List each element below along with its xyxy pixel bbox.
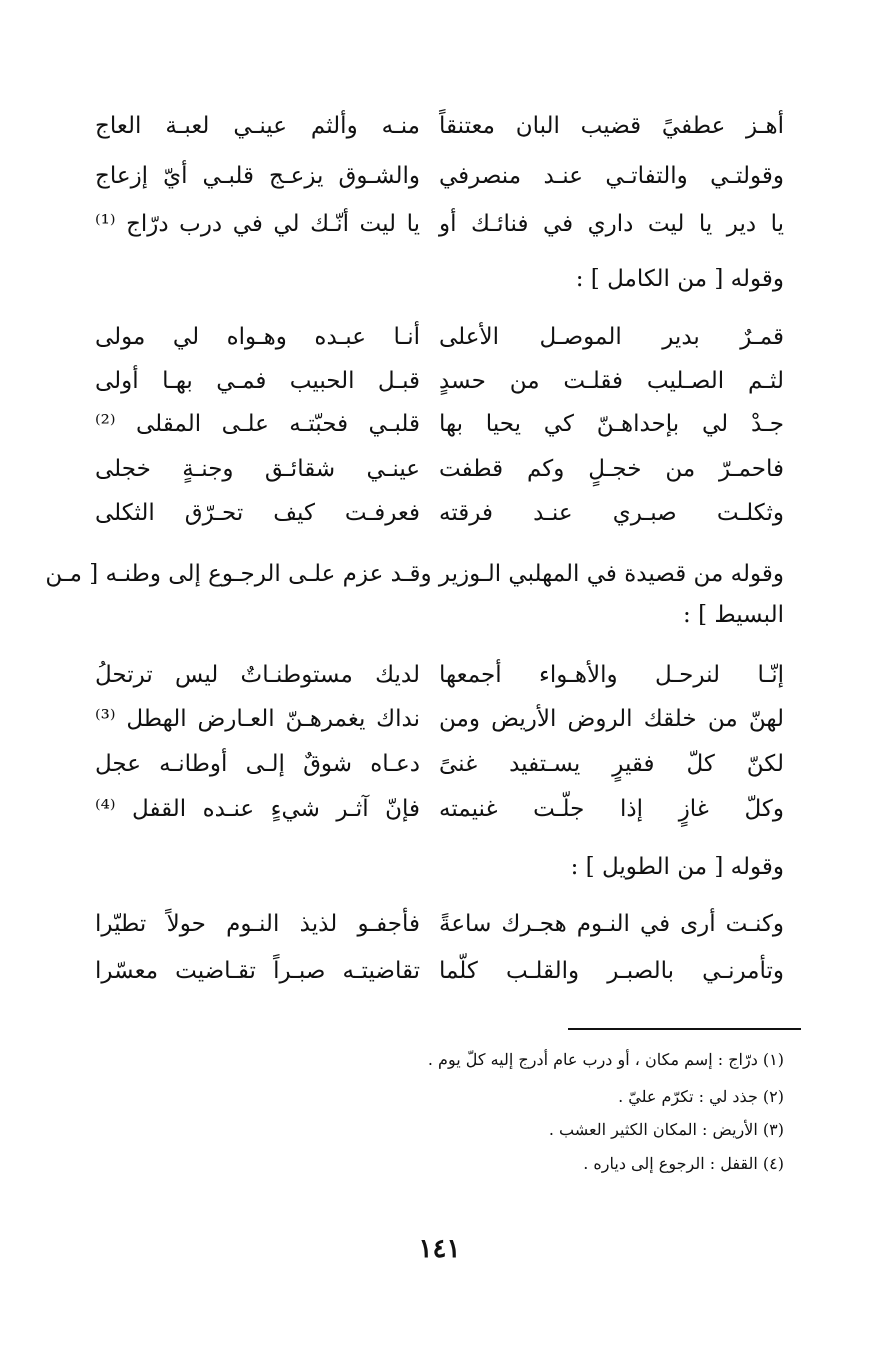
first-hemistich: لثـم الصـليب فقلـت من حسدٍ <box>439 368 784 394</box>
verse-line <box>95 370 784 393</box>
verse-line <box>95 913 784 936</box>
first-hemistich: وقولتـي والتفاتـي عنـد منصرفي <box>439 163 784 189</box>
verse-line <box>95 213 784 236</box>
footnote: (١) درّاج : إسم مكان ، أو درب عام أدرج إليه كلّ يوم . <box>427 1050 784 1069</box>
first-hemistich: وثكلـت صبـري عنـد فرقته <box>439 500 784 526</box>
second-hemistich: أنـا عبـده وهـواه لي مولى <box>95 324 420 350</box>
first-hemistich: فاحمـرّ من خجـلٍ وكم قطفت <box>439 456 784 482</box>
verse-line <box>95 753 784 776</box>
second-hemistich: لديك مستوطنـاتٌ ليس ترتحلُ <box>95 662 420 688</box>
verse-line <box>95 708 784 731</box>
page-number: ١٤١ <box>418 1234 461 1264</box>
first-hemistich: قمـرٌ بدير الموصـل الأعلى <box>439 324 784 350</box>
poem-introduction: وقوله من قصيدة في المهلبي الـوزير وقـد عزم علـى الرجـوع إلى وطنـه [ مـن <box>45 561 784 587</box>
footnote: (٣) الأريض : المكان الكثير العشب . <box>548 1120 784 1139</box>
poem-introduction-continued: البسيط ] : <box>683 602 784 628</box>
verse-line <box>95 664 784 687</box>
verse-line <box>95 502 784 525</box>
first-hemistich: لهنّ من خلقك الروض الأريض ومن <box>439 706 784 732</box>
second-hemistich: يا ليت أنّـك لي في درب درّاج ⁽¹⁾ <box>95 211 420 237</box>
first-hemistich: يا دير يا ليت داري في فنائـك أو <box>439 211 784 237</box>
second-hemistich: منـه وألثم عينـي لعبـة العاج <box>95 113 420 139</box>
first-hemistich: وكنـت أرى في النـوم هجـرك ساعةً <box>439 911 784 937</box>
first-hemistich: لكنّ كلّ فقيرٍ يسـتفيد غنىً <box>439 751 784 777</box>
verse-line <box>95 960 784 983</box>
verse-line <box>95 413 784 436</box>
poem-introduction: وقوله [ من الكامل ] : <box>575 266 784 292</box>
footnote: (٤) القفل : الرجوع إلى دياره . <box>583 1154 784 1173</box>
verse-line <box>95 165 784 188</box>
second-hemistich: قبـل الحبيب فمـي بهـا أولى <box>95 368 420 394</box>
first-hemistich: جـدْ لي بإحداهـنّ كي يحيا بها <box>439 411 784 437</box>
first-hemistich: وتأمرنـي بالصبـر والقلـب كلّما <box>439 958 784 984</box>
poem-introduction: وقوله [ من الطويل ] : <box>570 854 784 880</box>
second-hemistich: قلبـي فحبّتـه علـى المقلى ⁽²⁾ <box>95 411 420 437</box>
verse-line <box>95 798 784 821</box>
second-hemistich: فإنّ آثـر شيءٍ عنـده القفل ⁽⁴⁾ <box>95 796 420 822</box>
footnote-separator <box>568 1028 801 1030</box>
first-hemistich: إنّـا لنرحـل والأهـواء أجمعها <box>439 662 784 688</box>
second-hemistich: نداك يغمرهـنّ العـارض الهطل ⁽³⁾ <box>95 706 420 732</box>
verse-line <box>95 115 784 138</box>
second-hemistich: تقاضيتـه صبـراً تقـاضيت معسّرا <box>95 958 420 984</box>
second-hemistich: فعرفـت كيف تحـرّق الثكلى <box>95 500 420 526</box>
second-hemistich: دعـاه شوقٌ إلـى أوطانـه عجل <box>95 751 420 777</box>
verse-line <box>95 326 784 349</box>
verse-line <box>95 458 784 481</box>
second-hemistich: عينـي شقائـق وجنـةٍ خجلى <box>95 456 420 482</box>
second-hemistich: والشـوق يزعـج قلبـي أيّ إزعاج <box>95 163 420 189</box>
first-hemistich: وكلّ غازٍ إذا جلّـت غنيمته <box>439 796 784 822</box>
first-hemistich: أهـز عطفيً قضيب البان معتنقاً <box>439 113 784 139</box>
second-hemistich: فأجفـو لذيذ النـوم حولاً تطيّرا <box>95 911 420 937</box>
footnote: (٢) جذد لي : تكرّم عليّ . <box>618 1087 784 1106</box>
